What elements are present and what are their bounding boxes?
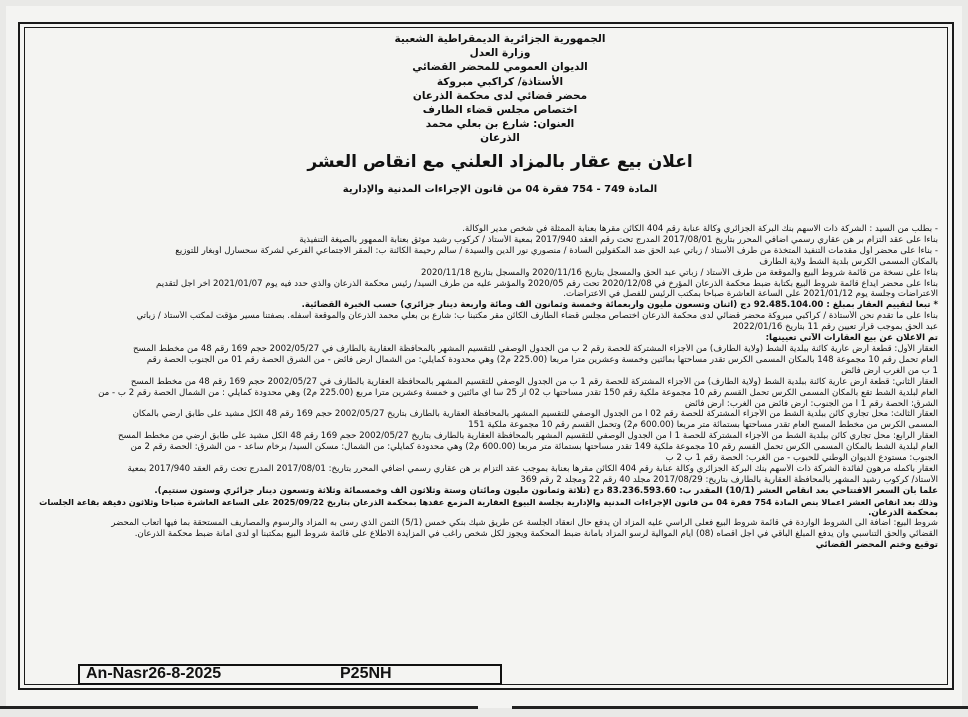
ad-code: P25NH — [340, 665, 392, 682]
body-line: بمحكمة الذرعان. — [868, 507, 938, 518]
body-line: بناءا على محضر ايداع قائمة شروط البيع بكتابة ضبط محكمة الذرعان المؤرخ في 2020/12/08 تحت رقم 2020/05 والمؤشر عليه من طرف السيد/ رئيس محكمة الذرعان والذي حدد فيه يوم 2021/01/07 أخر اجل لتقديم — [156, 278, 938, 289]
letterhead-line: الجمهورية الجزائرية الديمقراطية الشعبية — [394, 33, 606, 45]
notice-title: اعلان بيع عقار بالمزاد العلني مع انقاص العشر — [307, 152, 693, 172]
notice-subtitle: المادة 749 - 754 فقرة 04 من قانون الإجراءات المدنية والإدارية — [342, 184, 658, 195]
body-line: العقار بأكمله مرهون لفائدة الشركة ذات الأسهم بنك البركة الجزائري وكالة عنابة رقم 404 الكائن مقرها بعنابة بموجب عقد التزام بر هن عقاري رسمي اضافي المحرر بتاريخ: 2017/08/01 المدرج تحت رقم العقد 2017/940 بمعية — [127, 463, 938, 474]
next-page-edge-right — [512, 706, 968, 717]
body-line: تم الاعلان عن بيع العقارات الآتي تعيينها: — [765, 333, 938, 344]
newspaper-ref: An-Nasr26-8-2025 — [86, 665, 222, 682]
body-line: شروط البيع: اضافة الى الشروط الواردة في قائمة شروط البيع فعلى الراسي عليه المزاد أن يدفع حال انعقاد الجلسة عن طريق شيك بنكي خمس (5/1) الثمن الذي رسى به المزاد والرسوم والمصاريف المستحقة بما فيها أتعاب المحضر — [111, 518, 938, 529]
letterhead-line: محضر قضائي لدى محكمة الذرعان — [412, 89, 588, 102]
body-line: - بناءا على محضر أول مقدمات التنفيذ المتخذة من طرف الأستاذ / زباتي عبد الحق ضد المكفولين السادة / منصوري نور الدين والسيدة / سالم رحيمة الكائنة ب: المقر الاجتماعي الفرعي لشركة سحسارل أوبغار للتوزيع — [175, 245, 938, 256]
signature-line: توقيع وختم المحضر القضائي — [815, 540, 938, 551]
body-line: القضائي والحق التناسبي وان يدفع المبلغ الباقي في أجل أقصاه (08) أيام الموالية لرسو المزاد بأمانة ضبط المحكمة ويجوز لكل شخص راغب في المزايدة الاطلاع على قائمة شروط البيع بمكتبنا أو لدى أمانة ضبط محكمة الذرعان. — [134, 529, 938, 540]
body-line: بناءا على عقد التزام بر هن عقاري رسمي اضافي المحرر بتاريخ 2017/08/01 المدرج تحت رقم العقد 2017/940 بمعية الأستاذ / كركوب رشيد موثق بعنابة الممهور بالصيغة التنفيذية — [299, 234, 938, 245]
body-line: العام تحمل رقم 10 مجموعة 148 بالمكان المسمى الكرس تقدر مساحتها بمائتين وخمسة وعشرين مترا مربعا (225.00 م2) وهي محدودة كمايلي: من الشمال أرض فائض - من الشرق الحصة رقم 01 من الجنوب الحصة رقم — [146, 354, 938, 365]
body-line: العقار الثالث: محل تجاري كائن ببلدية الشط من الأجزاء المشتركة للحصة رقم 02 أ من الجدول الوصفي للتقسيم المشهر بالمحافظة العقارية بالطارف بتاريخ 2002/05/27 حجم 169 رقم 48 الكل مشيد على طابق أرضي بالمكان — [132, 409, 938, 420]
letterhead — [280, 32, 720, 146]
notice-body — [32, 224, 938, 664]
letterhead-line: الذرعان — [480, 132, 520, 145]
letterhead-line: الأستاذة/ كراكبي مبروكة — [436, 75, 564, 88]
body-line: الاعتراضات وجلسة يوم 2021/01/12 على الساعة العاشرة صباحا بمكتب الرئيس للفصل في الاعتراضات. — [563, 289, 938, 300]
body-line: العام لبلدية الشط تقع بالمكان المسمى الكرس تحمل القسم رقم 10 مجموعة ملكية رقم 150 تقدر مساحتها ب 02 آر 25 سا أي مائتين و خمسة وعشرين مترا مربع (225.00 م2) وهي محدودة كمايلي : من الشمال الحصة رقم 2 ب - من — [98, 387, 938, 398]
body-line: عبد الحق بموجب قرار تعيين رقم 11 بتاريخ 2022/01/16 — [732, 322, 938, 333]
letterhead-line: العنوان: شارع بن بعلي محمد — [425, 118, 575, 131]
next-page-edge-left — [0, 706, 478, 717]
body-line: 1 ب من الغرب أرض فائض — [841, 365, 938, 376]
body-line: وذلك بعد انقاص العشر اعمالا بنص المادة 754 فقرة 04 من قانون الإجراءات المدنية والإدارية بجلسة البيوع العقارية المزمع عقدها بمحكمة الذرعان بتاريخ 2025/09/22 على الساعة العاشرة صباحا وثلاثون دقيقة بقاعة الجلسات — [39, 496, 938, 507]
body-line: المسمى الكرس من مخطط المسح العام تقدر مساحتها بستمائة متر مربعا (600.00 م2) وتحمل القسم رقم 10 مجموعة ملكية 151 — [468, 420, 938, 431]
body-line: بناءا على ما تقدم نحن الأستاذة / كراكبي مبروكة محضر قضائي لدى محكمة الذرعان اختصاص مجلس قضاء الطارف الكائن مقر مكتبنا ب: شارع بن بعلي محمد الذرعان والموقعة أسفله. بصفتنا مسير مؤقت لمكتب الأستاذ / زباتي — [136, 311, 938, 322]
body-line: العقار الرابع: محل تجاري كائن ببلدية الشط من الأجزاء المشتركة للحصة 1 أ من الجدول الوصفي للتقسيم المشهر بالمحافظة العقارية بالطارف بتاريخ 2002/05/27 حجم 169 رقم 48 الكل مشيد على طابق أرضي من مخطط المسح — [118, 431, 938, 442]
body-line: العام لبلدية الشط بالمكان المسمى الكرس تحمل القسم رقم 10 مجموعة ملكية 149 تقدر مساحتها بستمائة متر مربعا (600.00 م2) وهي محدودة كمايلي: من الشمال: مسكن السيد/ برخام ساعد - من الشرق: الحصة رقم 2 من — [130, 442, 938, 453]
body-line: علما بأن السعر الافتتاحي بعد انقاص العشر (10/1) المقدر ب: 83.236.593.60 دج (ثلاثة وثمانون مليون ومائتان وستة وثلاثون ألف وخمسمائة وثلاثة وتسعون دينار جزائري وستون سنتيم). — [154, 485, 938, 496]
body-line: العقار الثاني: قطعة أرض عارية كائنة ببلدية الشط (ولاية الطارف) من الأجزاء المشتركة للحصة رقم 1 ب من الجدول الوصفي للتقسيم المشهر بالمحافظة العقارية بالطارف في 2002/05/27 حجم 169 رقم 48 من مخطط المسح — [130, 376, 938, 387]
body-line: بناءا على نسخة من قائمة شروط البيع والموقعة من طرف الأستاذ / زباتي عبد الحق والمسجل بتاريخ 2020/11/16 والمسجل بتاريخ 2020/11/18 — [421, 267, 938, 278]
letterhead-line: الديوان العمومي للمحضر القضائي — [412, 61, 588, 74]
letterhead-line: وزارة العدل — [469, 47, 531, 60]
body-line: الأستاذ/ كركوب رشيد المشهر بالمحافظة العقارية بالطارف بتاريخ: 2017/08/29 مجلد 40 رقم 22 ومجلد 2 رقم 369 — [520, 474, 938, 485]
body-line: الشرق: الحصة رقم 1 أ من الجنوب: أرض فائض من الغرب: أرض فائض — [684, 398, 938, 409]
body-line: بالمكان المسمى الكرس بلدية الشط ولاية الطارف — [759, 256, 938, 267]
body-line: الجنوب: مستودع الديوان الوطني للحبوب - من الغرب: الحصة رقم 1 ب 2 ب — [665, 453, 938, 464]
body-line: * تبعا لتقييم العقار بمبلغ : 92.485.104.00 دج (اثنان وتسعون مليون وأربعمائة وخمسة وثمانون ألف ومائة وأربعة دينار جزائري) حسب الخبرة القضائية. — [301, 300, 938, 311]
body-line: العقار الأول: قطعة أرض عارية كائنة ببلدية الشط (ولاية الطارف) من الأجزاء المشتركة للحصة رقم 2 ب من الجدول الوصفي للتقسيم المشهر بالمحافظة العقارية بالطارف في 2002/05/27 حجم 169 رقم 48 من مخطط المسح — [132, 343, 938, 354]
body-line: - بطلب من السيد : الشركة ذات الاسهم بنك البركة الجزائري وكالة عنابة رقم 404 الكائن مقرها بعنابة الممثلة في شخص مدير الوكالة. — [462, 224, 938, 234]
letterhead-line: اختصاص مجلس قضاء الطارف — [422, 104, 578, 117]
